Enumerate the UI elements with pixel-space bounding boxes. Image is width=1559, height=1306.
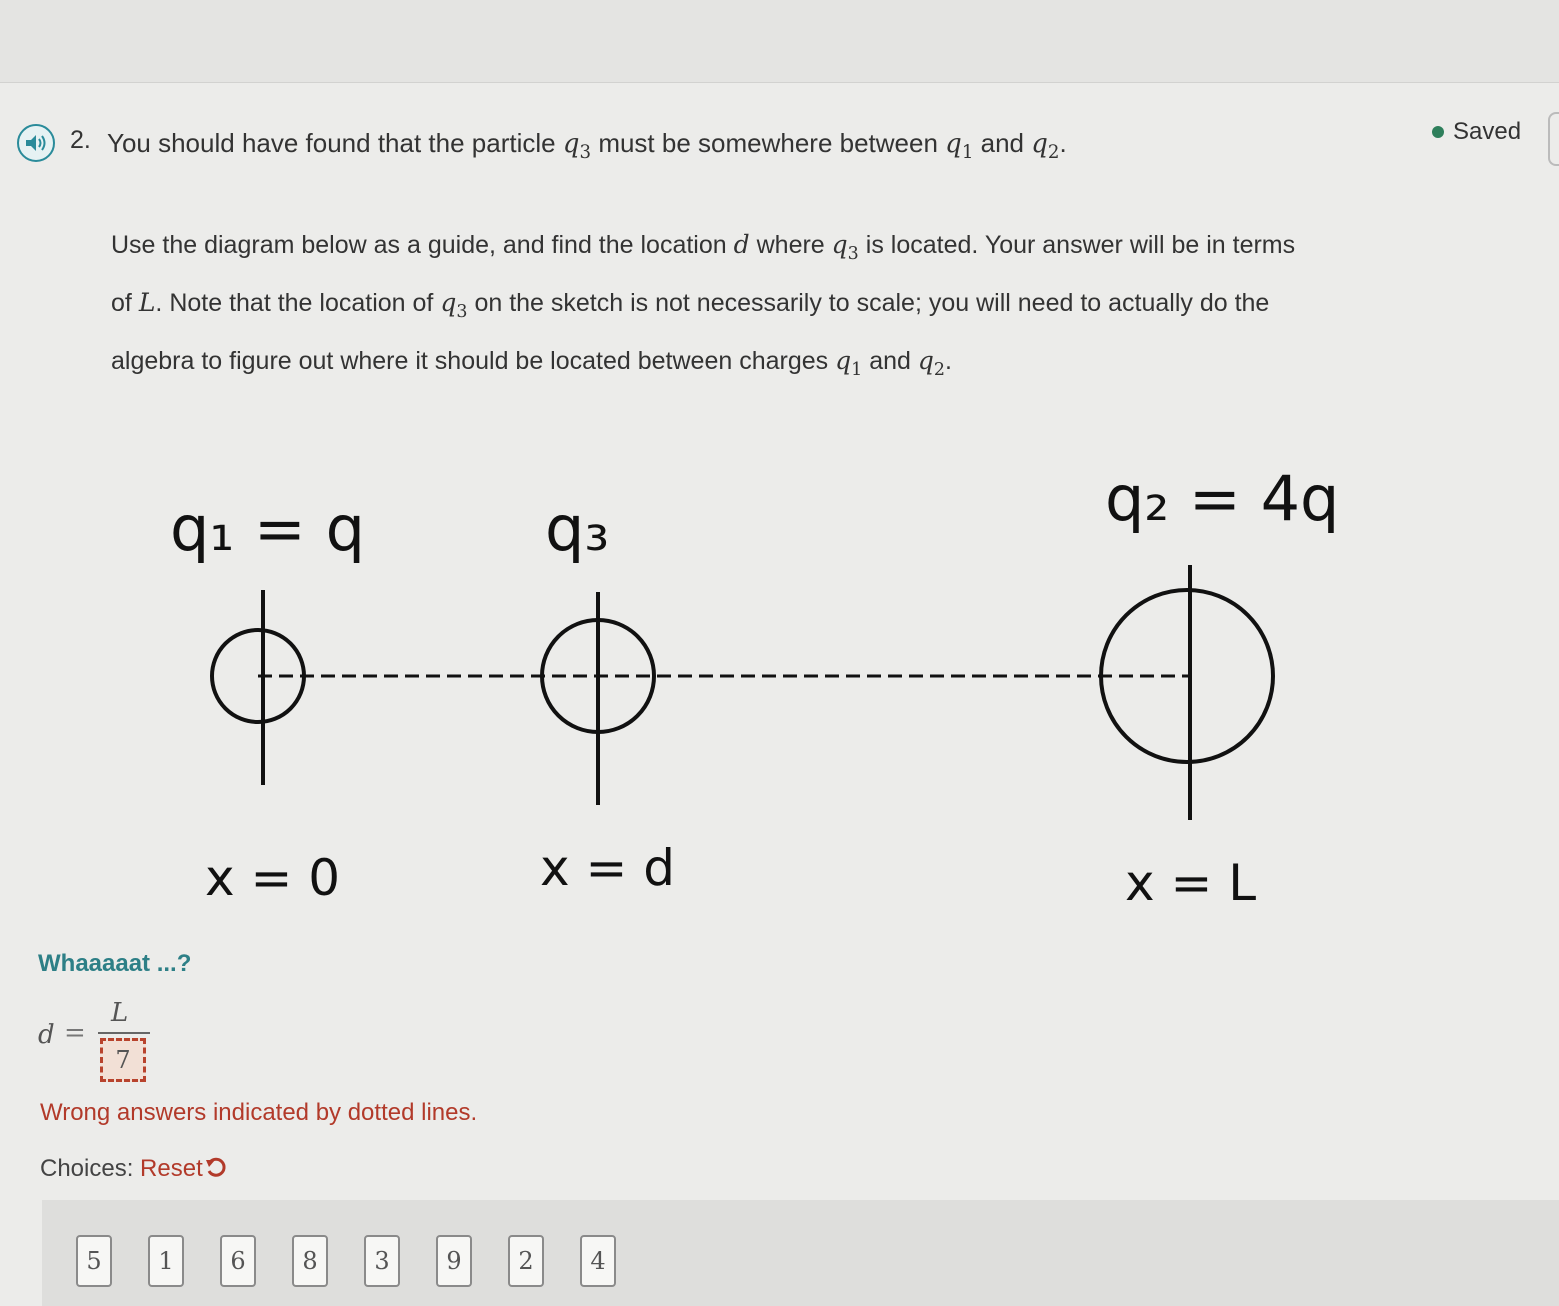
reset-icon — [205, 1157, 227, 1179]
choices-tray — [42, 1200, 1559, 1306]
speaker-icon — [24, 133, 48, 153]
choice-tile[interactable]: 3 — [364, 1235, 400, 1287]
q1-charge — [212, 590, 304, 785]
q3-charge — [542, 592, 654, 805]
paragraph-line-2: of L. Note that the location of $q_3$ on the sketch is not necessarily to scale; you will need to actually do the — [111, 288, 1270, 322]
answer-equals: = — [64, 1018, 86, 1048]
choices-row — [40, 1155, 227, 1183]
answer-lhs: d — [38, 1020, 55, 1050]
feedback-title: Whaaaaat ...? — [38, 950, 192, 977]
answer-numerator: L — [111, 998, 129, 1028]
choice-tile[interactable]: 6 — [220, 1235, 256, 1287]
q-intro: You should have found that the particle — [107, 128, 556, 158]
q1-label: q₁ = q — [170, 492, 365, 565]
choice-tile[interactable]: 2 — [508, 1235, 544, 1287]
choice-tile[interactable]: 8 — [292, 1235, 328, 1287]
question-number: 2. — [70, 126, 91, 154]
q2-symbol: $q_2$ — [1031, 129, 1060, 164]
q-between: must be somewhere between — [598, 128, 938, 158]
answer-equation — [38, 998, 178, 1093]
top-band — [0, 0, 1559, 83]
choice-tile[interactable]: 5 — [76, 1235, 112, 1287]
q3-label: q₃ — [545, 492, 610, 565]
wrong-answer-note: Wrong answers indicated by dotted lines. — [40, 1099, 478, 1126]
saved-label: Saved — [1453, 118, 1522, 145]
charge-diagram — [150, 440, 1400, 910]
xd-label: x = d — [540, 839, 676, 897]
side-panel-edge — [1548, 112, 1559, 166]
choices-label: Choices: — [40, 1155, 134, 1182]
q-and: and — [980, 128, 1025, 158]
q1-symbol: $q_1$ — [945, 129, 974, 164]
choice-tile[interactable]: 1 — [148, 1235, 184, 1287]
choice-tile[interactable]: 9 — [436, 1235, 472, 1287]
fraction-bar — [98, 1032, 150, 1034]
saved-dot-icon — [1432, 126, 1444, 138]
paragraph-line-3: algebra to figure out where it should be located between charges $q_1$ and $q_2$. — [111, 346, 952, 380]
audio-speaker-button[interactable] — [17, 124, 55, 162]
q2-label: q₂ = 4q — [1105, 462, 1340, 535]
xL-label: x = L — [1125, 854, 1257, 910]
choice-tile[interactable]: 4 — [580, 1235, 616, 1287]
saved-status — [1432, 118, 1521, 146]
question-text: You should have found that the particle $q_3$ must be somewhere between $q_1$ and $q_2$. — [107, 128, 1067, 164]
reset-button[interactable]: Reset — [140, 1155, 227, 1182]
q3-symbol: $q_3$ — [562, 129, 592, 164]
x0-label: x = 0 — [205, 849, 341, 907]
q2-charge — [1101, 565, 1273, 820]
paragraph-line-1: Use the diagram below as a guide, and find the location d where $q_3$ is located. Your answer will be in terms — [111, 230, 1296, 264]
answer-drop-slot[interactable]: 7 — [100, 1038, 146, 1082]
